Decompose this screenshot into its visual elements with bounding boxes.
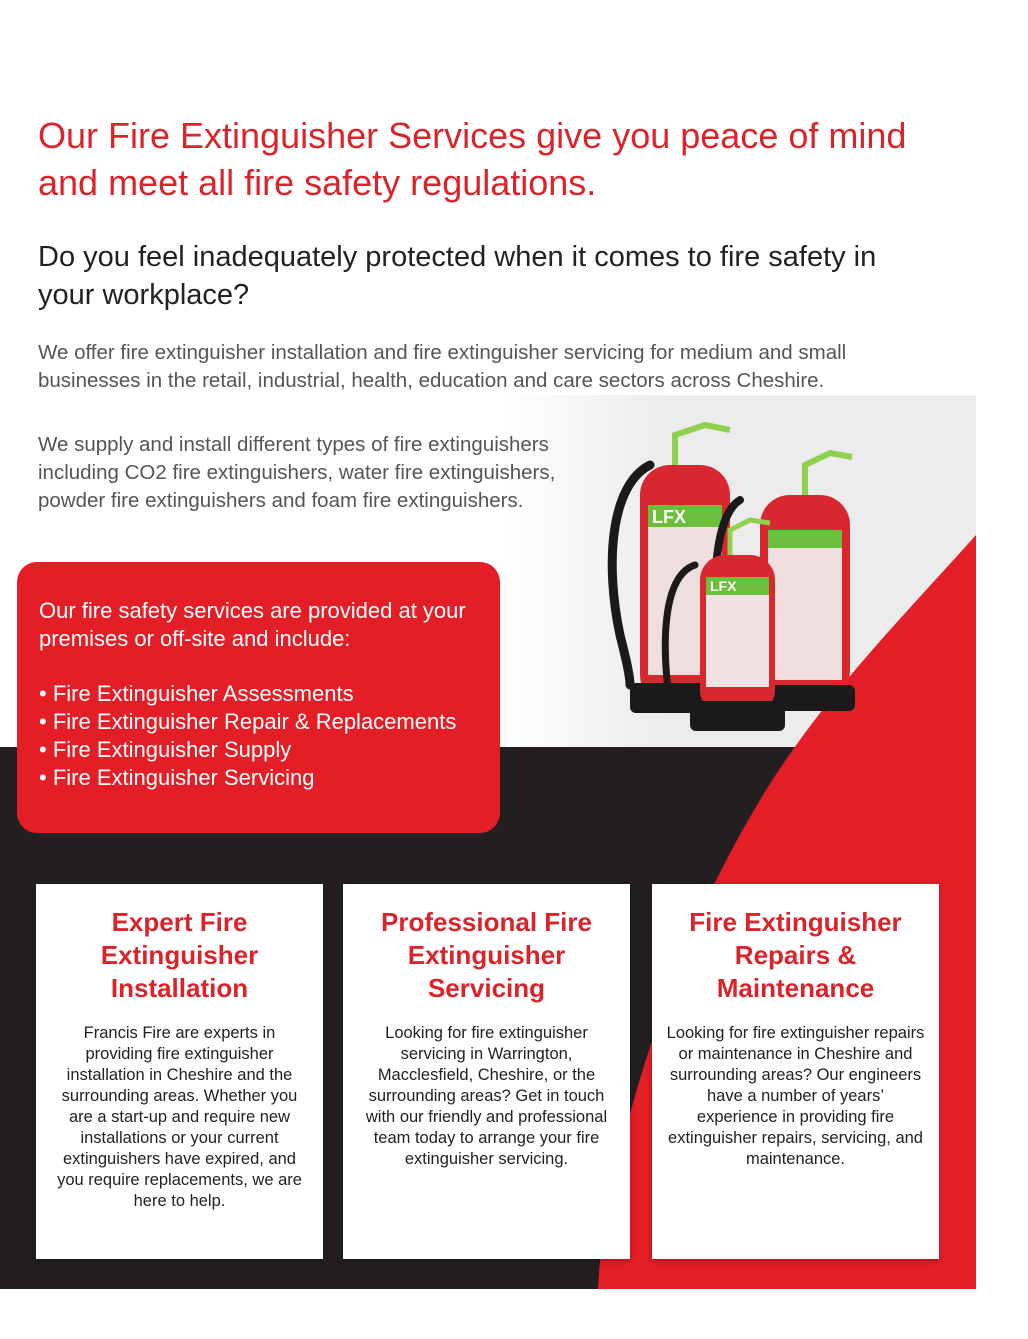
services-box-intro: Our fire safety services are provided at your premises or off-site and include: xyxy=(39,598,466,651)
extinguisher-label-1: LFX xyxy=(652,507,686,527)
card-title: Expert Fire Extinguisher Installation xyxy=(100,907,259,1003)
services-list xyxy=(39,680,500,792)
list-item: • Fire Extinguisher Repair & Replacements xyxy=(39,709,457,734)
services-box xyxy=(17,562,500,833)
page-headline: Our Fire Extinguisher Services give you peace of mind and meet all fire safety regulations. xyxy=(38,115,907,203)
list-item: • Fire Extinguisher Assessments xyxy=(39,681,354,706)
extinguisher-types-paragraph: We supply and install different types of fire extinguishers including CO2 fire extinguishers, water fire extinguishers, powder fire extinguishers and foam fire extinguishers. xyxy=(38,433,556,512)
card-servicing xyxy=(343,884,630,1259)
card-text: Francis Fire are experts in providing fire extinguisher installation in Cheshire and the surrounding areas. Whether you are a start-up and require new installations or your current extinguishers have expired, and you require replacements, we are here to help. xyxy=(57,1024,302,1210)
fire-extinguishers-image xyxy=(590,405,870,745)
extinguisher-label-2: LFX xyxy=(710,578,737,594)
card-title: Professional Fire Extinguisher Servicing xyxy=(381,907,592,1003)
card-installation xyxy=(36,884,323,1259)
card-text: Looking for fire extinguisher repairs or maintenance in Cheshire and surrounding areas? Our engineers have a number of years’ experience in providing fire extinguisher repairs, servicing, and maintenance. xyxy=(666,1024,925,1168)
card-text: Looking for fire extinguisher servicing in Warrington, Macclesfield, Cheshire, or the surrounding areas? Get in touch with our friendly and professional team today to arrange your fire extinguisher servicing. xyxy=(365,1024,608,1168)
list-item: • Fire Extinguisher Supply xyxy=(39,737,292,762)
intro-paragraph: We offer fire extinguisher installation and fire extinguisher servicing for medium and small businesses in the retail, industrial, health, education and care sectors across Cheshire. xyxy=(38,341,847,392)
card-title: Fire Extinguisher Repairs & Maintenance xyxy=(689,907,902,1003)
list-item: • Fire Extinguisher Servicing xyxy=(39,765,315,790)
card-repairs xyxy=(652,884,939,1259)
page-subheadline: Do you feel inadequately protected when it comes to fire safety in your workplace? xyxy=(38,241,877,311)
